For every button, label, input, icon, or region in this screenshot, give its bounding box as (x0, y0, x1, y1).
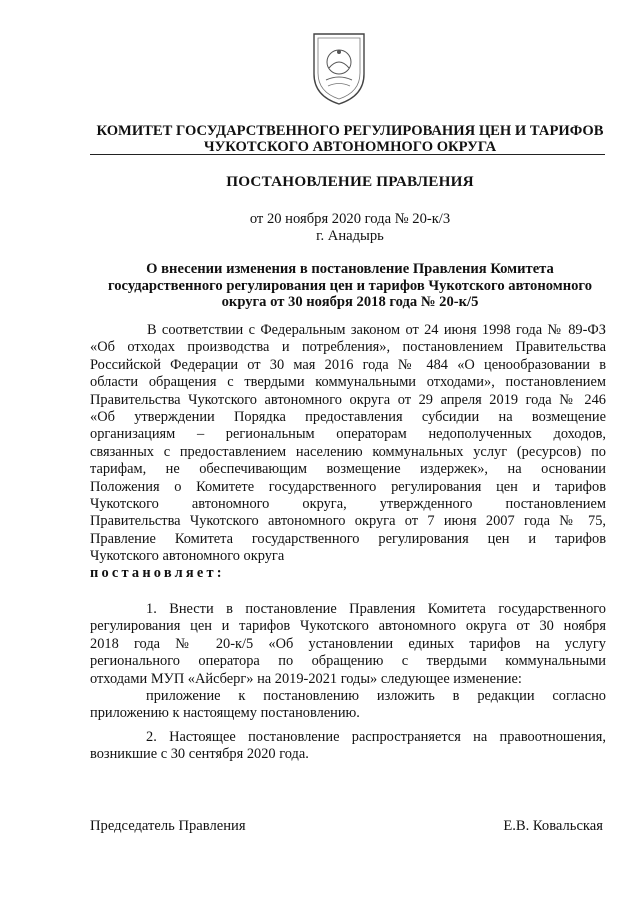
preamble-paragraph (90, 322, 606, 583)
committee-line-2: ЧУКОТСКОГО АВТОНОМНОГО ОКРУГА (203, 139, 497, 155)
committee-line-1: КОМИТЕТ ГОСУДАРСТВЕННОГО РЕГУЛИРОВАНИЯ ЦЕН И ТАРИФОВ (96, 123, 604, 139)
item-line: отходами МУП «Айсберг» на 2019-2021 годы» следующее изменение: (90, 670, 522, 687)
preamble-line: Правление Комитета государственного регулирования цен и тарифов (90, 530, 606, 547)
preamble-line: «Об утверждении Порядка предоставления субсидии на возмещение (90, 408, 606, 425)
item-line: 2. Настоящее постановление распространяется на правоотношения, (146, 729, 606, 745)
preamble-line: «Об отходах производства и потребления», постановлением Правительства (90, 339, 606, 356)
subject-line: государственного регулирования цен и тарифов Чукотского автономного (107, 277, 592, 294)
preamble-line: Чукотского автономного округа, утвержденного постановлением (90, 495, 606, 512)
item-line: 2018 года № 20-к/5 «Об установлении единых тарифов на услугу (90, 635, 606, 652)
item-sub-line: приложению к настоящему постановлению. (90, 705, 360, 722)
subject-line: О внесении изменения в постановление Правления Комитета (146, 261, 554, 277)
committee-name (90, 123, 610, 155)
signature-name: Е.В. Ковальская (503, 818, 603, 834)
preamble-line: области обращения с твердыми коммунальными отходами», постановлением (90, 374, 606, 391)
document-date-number: от 20 ноября 2020 года № 20-к/3 (249, 211, 451, 227)
preamble-line: Правительства Чукотского автономного округа от 29 апреля 2019 года № 246 (90, 391, 606, 408)
item-1 (90, 601, 606, 723)
preamble-line: организациям – региональным операторам недополученных доходов, (90, 426, 606, 443)
chukotka-coat-of-arms-icon (304, 28, 374, 108)
document-meta (90, 211, 610, 245)
signature-position: Председатель Правления (90, 818, 246, 834)
document-subject (90, 261, 610, 311)
resolves-word: постановляет: (90, 565, 225, 582)
document-city: г. Анадырь (316, 228, 384, 244)
item-line: регионального оператора по обращению с твердыми коммунальными (90, 653, 606, 670)
header-divider (90, 154, 605, 155)
item-line: 1. Внести в постановление Правления Комитета государственного (146, 601, 606, 617)
subject-line: округа от 30 ноября 2018 года № 20-к/5 (221, 294, 479, 310)
item-2 (90, 729, 606, 764)
preamble-line: В соответствии с Федеральным законом от 24 июня 1998 года № 89-ФЗ (147, 322, 606, 338)
document-title: ПОСТАНОВЛЕНИЕ ПРАВЛЕНИЯ (226, 173, 474, 190)
item-sub-line: приложение к постановлению изложить в редакции согласно (146, 687, 606, 704)
preamble-line: Чукотского автономного округа (90, 548, 285, 565)
item-line: возникшие с 30 сентября 2020 года. (90, 746, 309, 763)
preamble-line: Положения о Комитете государственного регулирования цен и тарифов (90, 478, 606, 495)
preamble-line: Российской Федерации от 30 мая 2016 года № 484 «О ценообразовании в (90, 356, 606, 373)
preamble-line: тарифам, не обеспечивающим возмещение издержек», на основании (90, 461, 606, 478)
item-line: регулирования цен и тарифов Чукотского автономного округа от 30 ноября (90, 618, 606, 635)
preamble-line: Правительства Чукотского автономного округа от 7 июня 2007 года № 75, (90, 513, 606, 530)
preamble-line: связанных с предоставлением населению коммунальных услуг (ресурсов) по (90, 443, 606, 460)
